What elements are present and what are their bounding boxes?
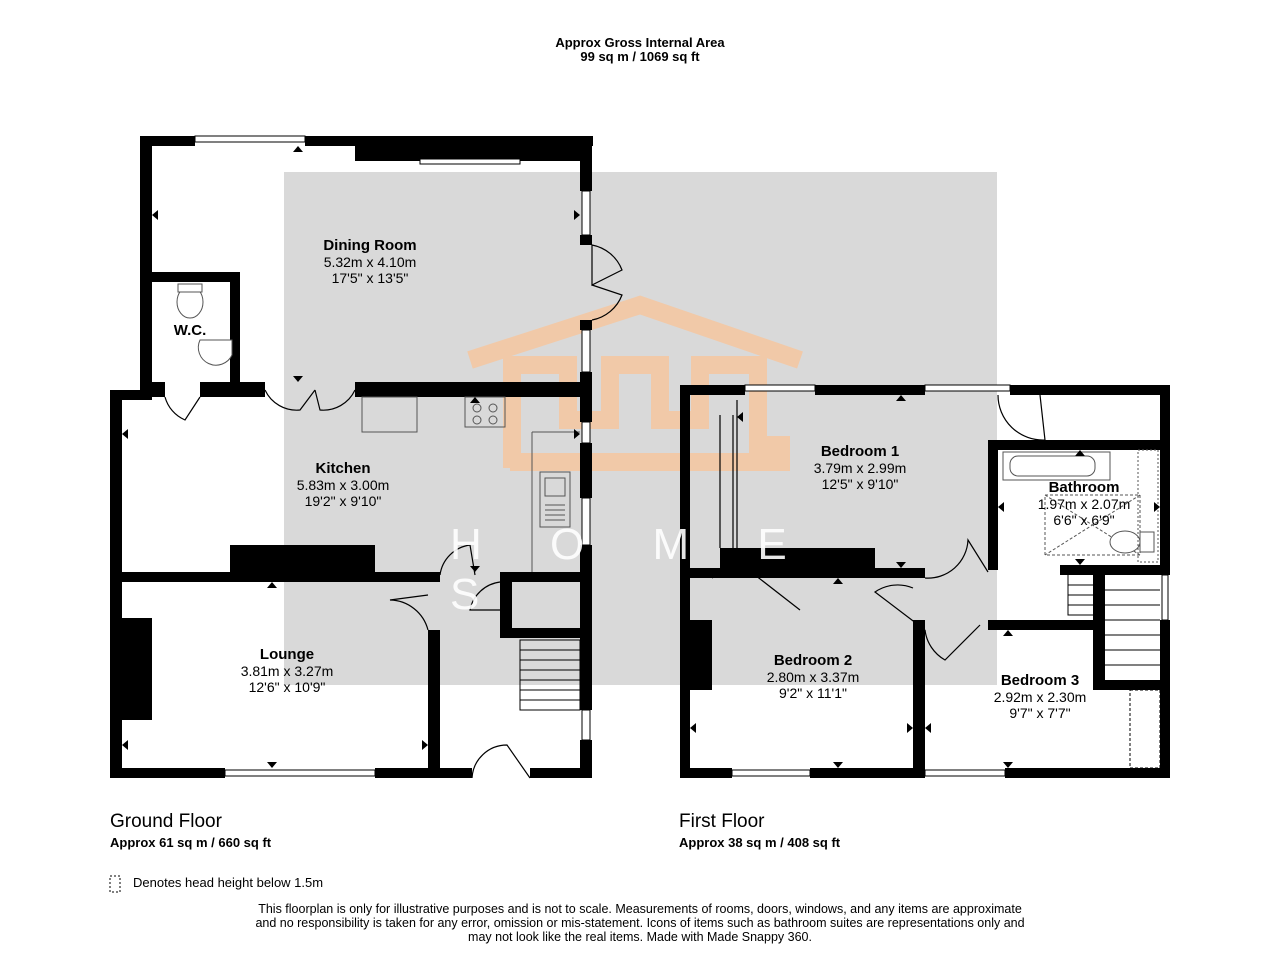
disclaimer-line-3: may not look like the real items. Made with Made Snappy 360. — [468, 930, 812, 944]
room-bedroom3-metric: 2.92m x 2.30m — [993, 689, 1087, 705]
room-kitchen-name: Kitchen — [315, 460, 371, 477]
room-dining-imperial: 17'5" x 13'5" — [331, 270, 409, 286]
gross-area-value: 99 sq m / 1069 sq ft — [580, 49, 700, 64]
room-bedroom1-name: Bedroom 1 — [820, 443, 900, 460]
room-bedroom2-name: Bedroom 2 — [773, 652, 853, 669]
room-lounge-imperial: 12'6" x 10'9" — [248, 679, 326, 695]
room-dining-metric: 5.32m x 4.10m — [323, 254, 417, 270]
room-bathroom-metric: 1.97m x 2.07m — [1037, 496, 1131, 512]
room-bedroom2 — [713, 652, 913, 701]
room-bedroom2-imperial: 9'2" x 11'1" — [779, 685, 847, 701]
disclaimer-line-2: and no responsibility is taken for any error, omission or mis-statement. Icons of items such as bathroom suites are representations only and — [255, 916, 1025, 930]
head-height-legend-text: Denotes head height below 1.5m — [133, 875, 324, 890]
first-floor-title: First Floor — [679, 811, 765, 832]
ground-floor-title: Ground Floor — [110, 811, 222, 832]
room-bedroom3-name: Bedroom 3 — [1000, 672, 1080, 689]
ground-floor-area: Approx 61 sq m / 660 sq ft — [110, 835, 272, 850]
room-bathroom-name: Bathroom — [1048, 479, 1120, 496]
disclaimer-line-1: This floorplan is only for illustrative purposes and is not to scale. Measurements of rooms, doors, windows, and any items are approximate — [258, 902, 1022, 916]
room-bedroom3 — [940, 672, 1140, 721]
room-kitchen-metric: 5.83m x 3.00m — [296, 477, 390, 493]
head-height-legend-icon — [110, 876, 120, 892]
room-bathroom-imperial: 6'6" x 6'9" — [1053, 512, 1115, 528]
room-bedroom1-imperial: 12'5" x 9'10" — [821, 476, 899, 492]
room-bathroom — [1006, 479, 1162, 528]
room-kitchen — [243, 460, 443, 509]
gross-area-title: Approx Gross Internal Area — [555, 35, 725, 50]
room-bedroom1-metric: 3.79m x 2.99m — [813, 460, 907, 476]
watermark-text: H O M E S — [450, 520, 815, 619]
room-kitchen-imperial: 19'2" x 9'10" — [304, 493, 382, 509]
room-bedroom1 — [760, 443, 960, 492]
first-floor-area: Approx 38 sq m / 408 sq ft — [679, 835, 841, 850]
room-bedroom2-metric: 2.80m x 3.37m — [766, 669, 860, 685]
room-bedroom3-imperial: 9'7" x 7'7" — [1009, 705, 1071, 721]
room-lounge-metric: 3.81m x 3.27m — [240, 663, 334, 679]
room-dining-name: Dining Room — [323, 237, 417, 254]
room-lounge — [187, 646, 387, 695]
room-lounge-name: Lounge — [259, 646, 315, 663]
room-dining — [270, 237, 470, 286]
room-wc-name: W.C. — [173, 322, 207, 339]
